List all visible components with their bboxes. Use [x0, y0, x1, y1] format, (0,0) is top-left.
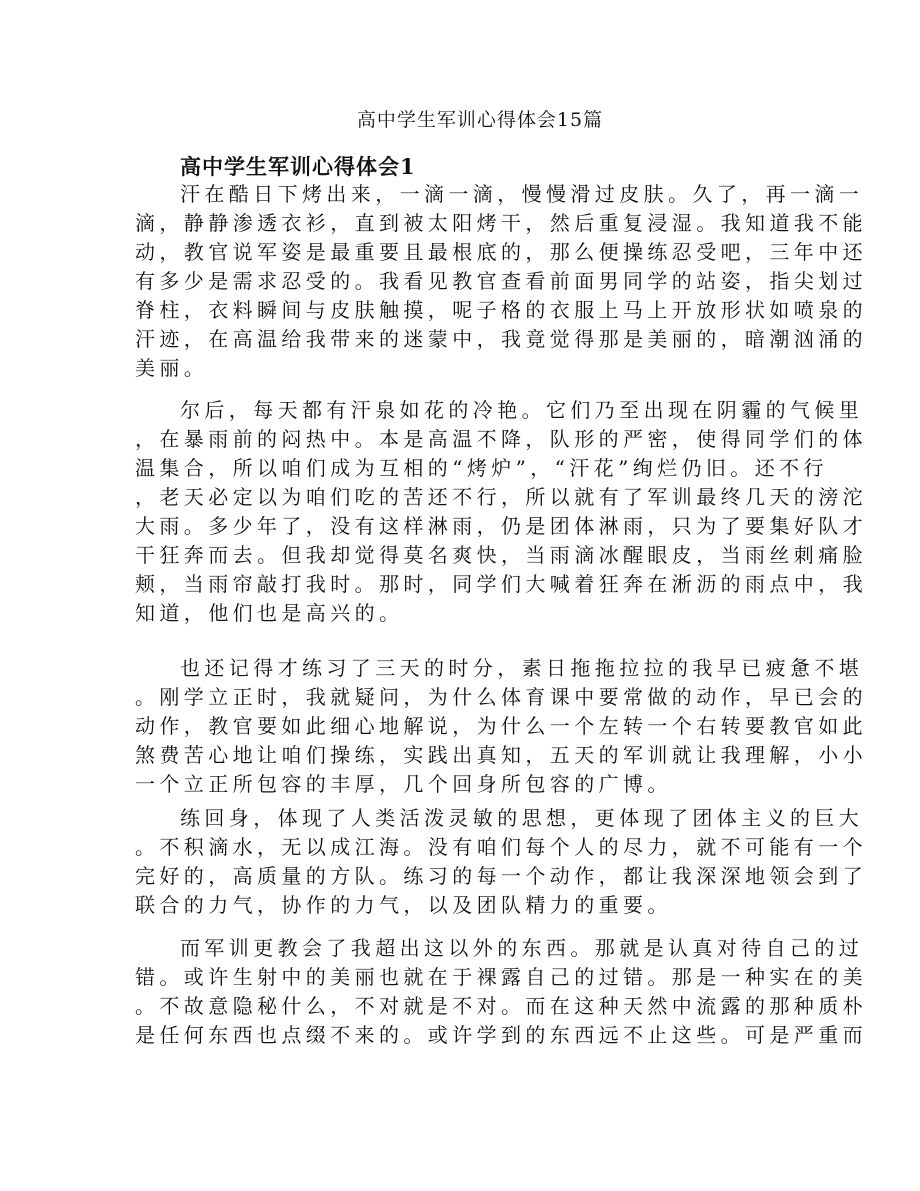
paragraph-line: 。刚学立正时，我就疑问，为什么体育课中要常做的动作，早已会的 [135, 685, 867, 709]
paragraph-line: 也还记得才练习了三天的时分，素日拖拖拉拉的我早已疲惫不堪 [180, 656, 864, 680]
paragraph [135, 396, 867, 628]
paragraph-line: 滴，静静渗透衣衫，直到被太阳烤干，然后重复浸湿。我知道我不能 [135, 211, 867, 235]
section-heading: 高中学生军训心得体会1 [180, 154, 416, 179]
paragraph-line: 温集合，所以咱们成为互相的“烤炉”，“汗花”绚烂仍旧。还不行 [135, 456, 828, 480]
paragraph [135, 934, 867, 1050]
paragraph-line: 尔后，每天都有汗泉如花的冷艳。它们乃至出现在阴霾的气候里 [180, 398, 864, 422]
paragraph-line: 。不故意隐秘什么，不对就是不对。而在这种天然中流露的那种质朴 [135, 994, 867, 1018]
paragraph-line: ，老天必定以为咱们吃的苦还不行，所以就有了军训最终几天的滂沱 [135, 485, 867, 509]
paragraph-line: 颊，当雨帘敲打我时。那时，同学们大喊着狂奔在淅沥的雨点中，我 [135, 572, 867, 596]
paragraph-line: 干狂奔而去。但我却觉得莫名爽快，当雨滴冰醒眼皮，当雨丝刺痛脸 [135, 543, 867, 567]
paragraph [135, 804, 867, 920]
paragraph-line: 而军训更教会了我超出这以外的东西。那就是认真对待自己的过 [180, 936, 864, 960]
paragraph-line: 练回身，体现了人类活泼灵敏的思想，更体现了团体主义的巨大 [180, 806, 864, 830]
paragraph-line: 煞费苦心地让咱们操练，实践出真知，五天的军训就让我理解，小小 [135, 743, 867, 767]
paragraph-line: 有多少是需求忍受的。我看见教官查看前面男同学的站姿，指尖划过 [135, 269, 867, 293]
paragraph-line: 大雨。多少年了，没有这样淋雨，仍是团体淋雨，只为了要集好队才 [135, 514, 867, 538]
paragraph-line: 。不积滴水，无以成江海。没有咱们每个人的尽力，就不可能有一个 [135, 835, 867, 859]
paragraph-line: 是任何东西也点缀不来的。或许学到的东西远不止这些。可是严重而 [135, 1023, 867, 1047]
document-title: 高中学生军训心得体会15篇 [356, 109, 604, 131]
paragraph [135, 654, 867, 799]
paragraph-line: 错。或许生射中的美丽也就在于裸露自己的过错。那是一种实在的美 [135, 965, 867, 989]
paragraph [135, 180, 867, 383]
paragraph-line: 完好的，高质量的方队。练习的每一个动作，都让我深深地领会到了 [135, 864, 867, 888]
paragraph-line: 脊柱，衣料瞬间与皮肤触摸，呢子格的衣服上马上开放形状如喷泉的 [135, 298, 867, 322]
paragraph-line: 知道，他们也是高兴的。 [135, 601, 404, 625]
paragraph-line: 美丽。 [135, 356, 209, 380]
paragraph-line: 动，教官说军姿是最重要且最根底的，那么便操练忍受吧，三年中还 [135, 240, 867, 264]
paragraph-line: 汗在酷日下烤出来，一滴一滴，慢慢滑过皮肤。久了，再一滴一 [180, 182, 864, 206]
paragraph-line: 动作，教官要如此细心地解说，为什么一个左转一个右转要教官如此 [135, 714, 867, 738]
paragraph-line: 汗迹，在高温给我带来的迷蒙中，我竟觉得那是美丽的，暗潮汹涌的 [135, 327, 867, 351]
paragraph-line: 一个立正所包容的丰厚，几个回身所包容的广博。 [135, 772, 672, 796]
paragraph-line: ，在暴雨前的闷热中。本是高温不降，队形的严密，使得同学们的体 [135, 427, 867, 451]
paragraph-line: 联合的力气，协作的力气，以及团队精力的重要。 [135, 893, 672, 917]
